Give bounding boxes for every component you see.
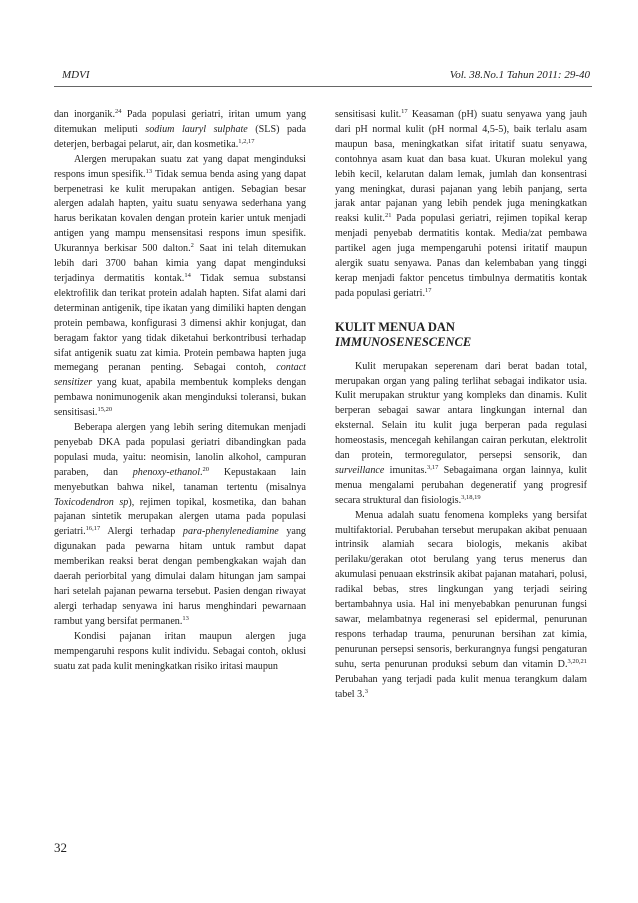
paragraph [54,630,306,675]
section-title-italic: IMMUNOSENESCENCE [335,334,472,349]
citation-superscript: 16,17 [85,525,101,533]
citation-superscript: 3,20,21 [567,657,587,665]
text-run: yang digunakan pada pewarna hitam untuk rambut dapat memberikan reaksi berat dengan pembengkakan wajah dan daerah periorbital yang dimulai dalam hitungan jam sampai hari setelah pajanan pewarna tersebut. Pasien dengan riwayat alergi terhadap senyawa ini harus menghindari pewarnaan rambut yang bersifat permanen. [54,526,306,627]
italic-term: surveillance [335,464,385,476]
paragraph [54,421,306,630]
paragraph [335,108,587,302]
text-run: Alergi terhadap [100,526,183,538]
citation-superscript: 13 [145,167,153,175]
text-run: Saat ini telah ditemukan lebih dari 3700 bahan kimia yang dapat menginduksi terjadinya dermatitis kontak. [54,243,306,284]
text-run: Pada populasi geriatri, rejimen topikal kerap menjadi penyebab dermatitis kontak. Media/zat pembawa partikel agen juga mempengaruhi potensi iritatif maupun alergik suatu senyawa. Panas dan kelembaban yang tinggi kerap menjadi faktor pencetus timbulnya dermatitis kontak pada populasi geriatri. [335,213,587,299]
paragraph [335,509,587,703]
text-run: imunitas. [384,464,427,476]
text-run: Menua adalah suatu fenomena kompleks yang bersifat multifaktorial. Perubahan tersebut merupakan akibat penuaan intrinsik alamiah secara biologis, mekanis akibat perilaku/gerakan otot berulang yang terus menerus dan akumulasi penuaan ekstrinsik akibat pajanan matahari, polusi, radikal bebas, stres lingkungan yang terjadi seiring bertambahnya usia. Hal ini menyebabkan penurunan fungsi sawar, melambatnya regenerasi sel epidermal, penurunan respons terhadap trauma, penurunan bersihan zat kimia, penurunan persepsi sensoris, berkurangnya fungsi pengaturan suhu, serta penurunan produksi sebum dan vitamin D. [335,509,587,670]
right-column [335,108,587,702]
text-run: Kulit merupakan seperenam dari berat badan total, merupakan organ yang paling terlihat sebagai indikator usia. Kulit merupakan struktur yang kompleks dan dinamis. Kulit berperan sebagai sawar antara lingkungan internal dan eksternal. Selain itu kulit juga berperan pada regulasi homeostasis, mencegah kehilangan cairan perkutan, elektrolit dan protein, termoregulator, persepsi sensorik, dan [335,360,587,462]
paragraph [54,108,306,153]
text-run: Beberapa alergen yang lebih sering ditemukan menjadi penyebab DKA pada populasi geriatri dibandingkan pada populasi muda, yaitu: neomisin, lanolin alkohol, campuran paraben, dan [54,422,306,478]
text-run: ), rejimen topikal, kosmetika, dan bahan pajanan sintetik merupakan alergen utama pada populasi geriatri. [54,496,307,538]
section-title-plain: KULIT MENUA DAN [335,319,455,334]
paragraph [335,360,587,509]
text-run: Kepustakaan lain menyebutkan bahwa nikel, tanaman tertentu (misalnya [54,466,307,493]
text-run: Tidak semua benda asing yang dapat berpenetrasi ke kulit merupakan antigen. Sebagian besar alergen adalah hapten, yaitu suatu senyawa sederhana yang harus berikatan kovalen dengan protein karier untuk menjadi antigen yang mampu mensensitasi respons imun spesifik. Ukurannya berkisar 500 dalton. [54,168,306,255]
text-run: Keasaman (pH) suatu senyawa yang jauh dari pH normal kulit (pH normal 4,5-5), baik terlalu asam maupun basa, meningkatkan sifat iritatif suatu senyawa, contohnya asam kuat dan basa kuat. Ukuran molekul yang lebih kecil, kelarutan dalam lemak, jumlah dan konsentrasi yang meningkat, durasi pajanan yang lebih panjang, serta jarak antar pajanan yang lebih pendek juga meningkatkan reaksi kulit. [335,109,587,225]
citation-superscript: 3,17 [426,463,439,471]
text-run: yang kuat, apabila membentuk kompleks dengan pembawa nonimunogenik akan menginduksi toleransi, bukan sensitisasi. [54,377,306,419]
paragraph [54,153,306,421]
text-run: Tidak semua substansi elektrofilik dan terikat protein adalah hapten. Sifat alami dari determinan antigenik, tipe ikatan yang dimiliki hapten dengan protein pembawa, konfigurasi 3 dimensi akhir konjugat, dan beragam faktor yang tidak diketahui berkontribusi terhadap sifat antigenik suatu zat kimia. Protein pembawa hapten juga memegang peranan penting. Sebagai contoh, [54,272,306,374]
italic-term: contact sensitizer [54,362,306,389]
page-number: 32 [54,840,67,855]
text-run: (SLS) pada deterjen, berbagai pelarut, air, dan kosmetika. [54,123,306,150]
text-run: Sebagaimana organ lainnya, kulit menua mengalami perubahan degeneratif yang progresif secara struktural dan fisiologis. [335,464,587,506]
text-run: Kondisi pajanan iritan maupun alergen juga mempengaruhi respons kulit individu. Sebagai contoh, oklusi suatu zat pada kulit meningkatkan risiko iritasi maupun [54,630,306,672]
journal-name: MDVI [62,69,90,81]
left-column [54,108,306,674]
section-title [335,320,587,350]
citation-superscript: 24 [114,108,122,115]
text-run: Perubahan yang terjadi pada kulit menua terangkum dalam tabel 3. [335,673,587,700]
running-header [54,66,592,87]
text-run: Alergen merupakan suatu zat yang dapat menginduksi respons imun spesifik. [54,153,306,180]
italic-term: sodium lauryl sulphate [145,123,248,135]
citation-superscript: 2 [190,242,194,250]
text-run: dan inorganik. [54,109,115,120]
italic-term: para-phenylenediamine [182,526,279,538]
italic-term: phenoxy-ethanol [132,466,201,478]
text-run: sensitisasi kulit. [335,109,402,120]
citation-superscript: 21 [384,212,392,220]
text-run: Pada populasi geriatri, iritan umum yang ditemukan meliputi [54,109,306,135]
text-run: . [200,466,203,478]
citation-superscript: 17 [424,286,432,294]
citation-superscript: 20 [202,465,210,473]
citation-superscript: 13 [182,614,189,622]
citation-superscript: 3 [364,687,368,695]
citation-superscript: 14 [184,271,191,279]
citation-superscript: 3,18,19 [461,493,481,501]
citation-superscript: 1,2,17 [238,137,255,145]
citation-superscript: 17 [401,108,408,115]
volume-info: Vol. 38.No.1 Tahun 2011: 29-40 [449,69,590,81]
italic-term: Toxicodendron sp [54,496,129,508]
citation-superscript: 15,20 [97,406,113,414]
